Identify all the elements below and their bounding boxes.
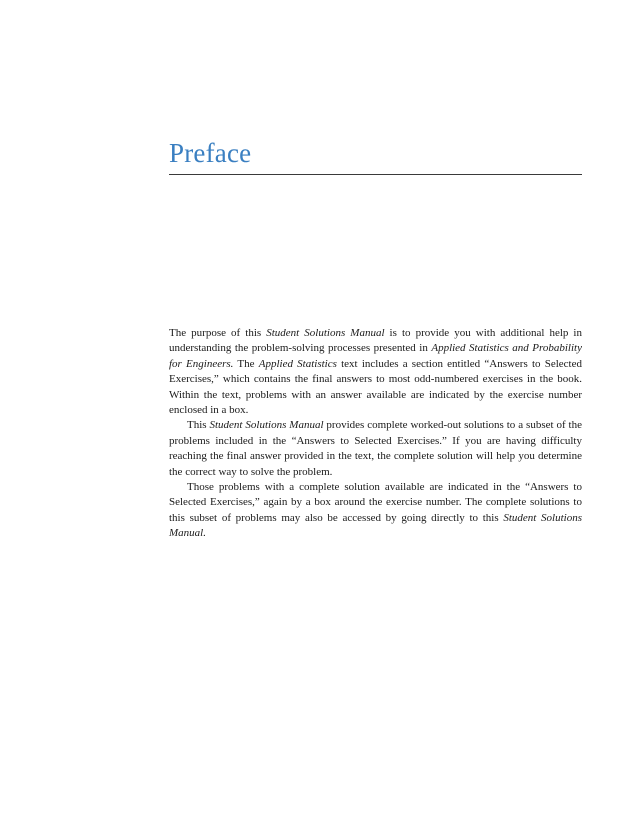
text-segment-italic: Student Solutions Manual [266,327,385,339]
text-segment-italic: Applied Statistics and Probability for Engineers. [169,342,582,370]
text-segment: Those problems with a complete solution available are indicated in the “Answers to Selected Exercises,” again by a box around the exercise number. The complete solutions to this subset of problems may also be accessed by going directly to this [169,481,582,524]
preface-body [169,326,582,542]
text-segment: text includes a section entitled “Answers to Selected Exercises,” which contains the final answers to most odd-numbered exercises in the book. Within the text, problems with an answer available are indicated by the exercise number enclosed in a box. [169,357,582,417]
text-segment-italic: Applied Statistics [258,357,337,370]
paragraph-2 [169,418,582,480]
paragraph-3 [169,480,582,542]
text-segment: This [187,419,210,432]
text-segment: The purpose of this [169,327,267,339]
text-segment-italic: Student Solutions Manual [209,419,324,432]
paragraph-1 [169,326,582,418]
text-segment: is to provide you with additional help in understanding the problem-solving processes presented in [169,327,582,355]
page-title: Preface [169,138,252,168]
text-segment: provides complete worked-out solutions to a subset of the problems included in the “Answers to Selected Exercises.” If you are having difficulty reaching the final answer provided in the text, the complete solution will help you determine the correct way to solve the problem. [169,419,582,478]
text-segment: The [233,357,259,370]
text-segment-italic: Student Solutions Manual. [169,511,582,540]
title-divider [169,174,582,175]
